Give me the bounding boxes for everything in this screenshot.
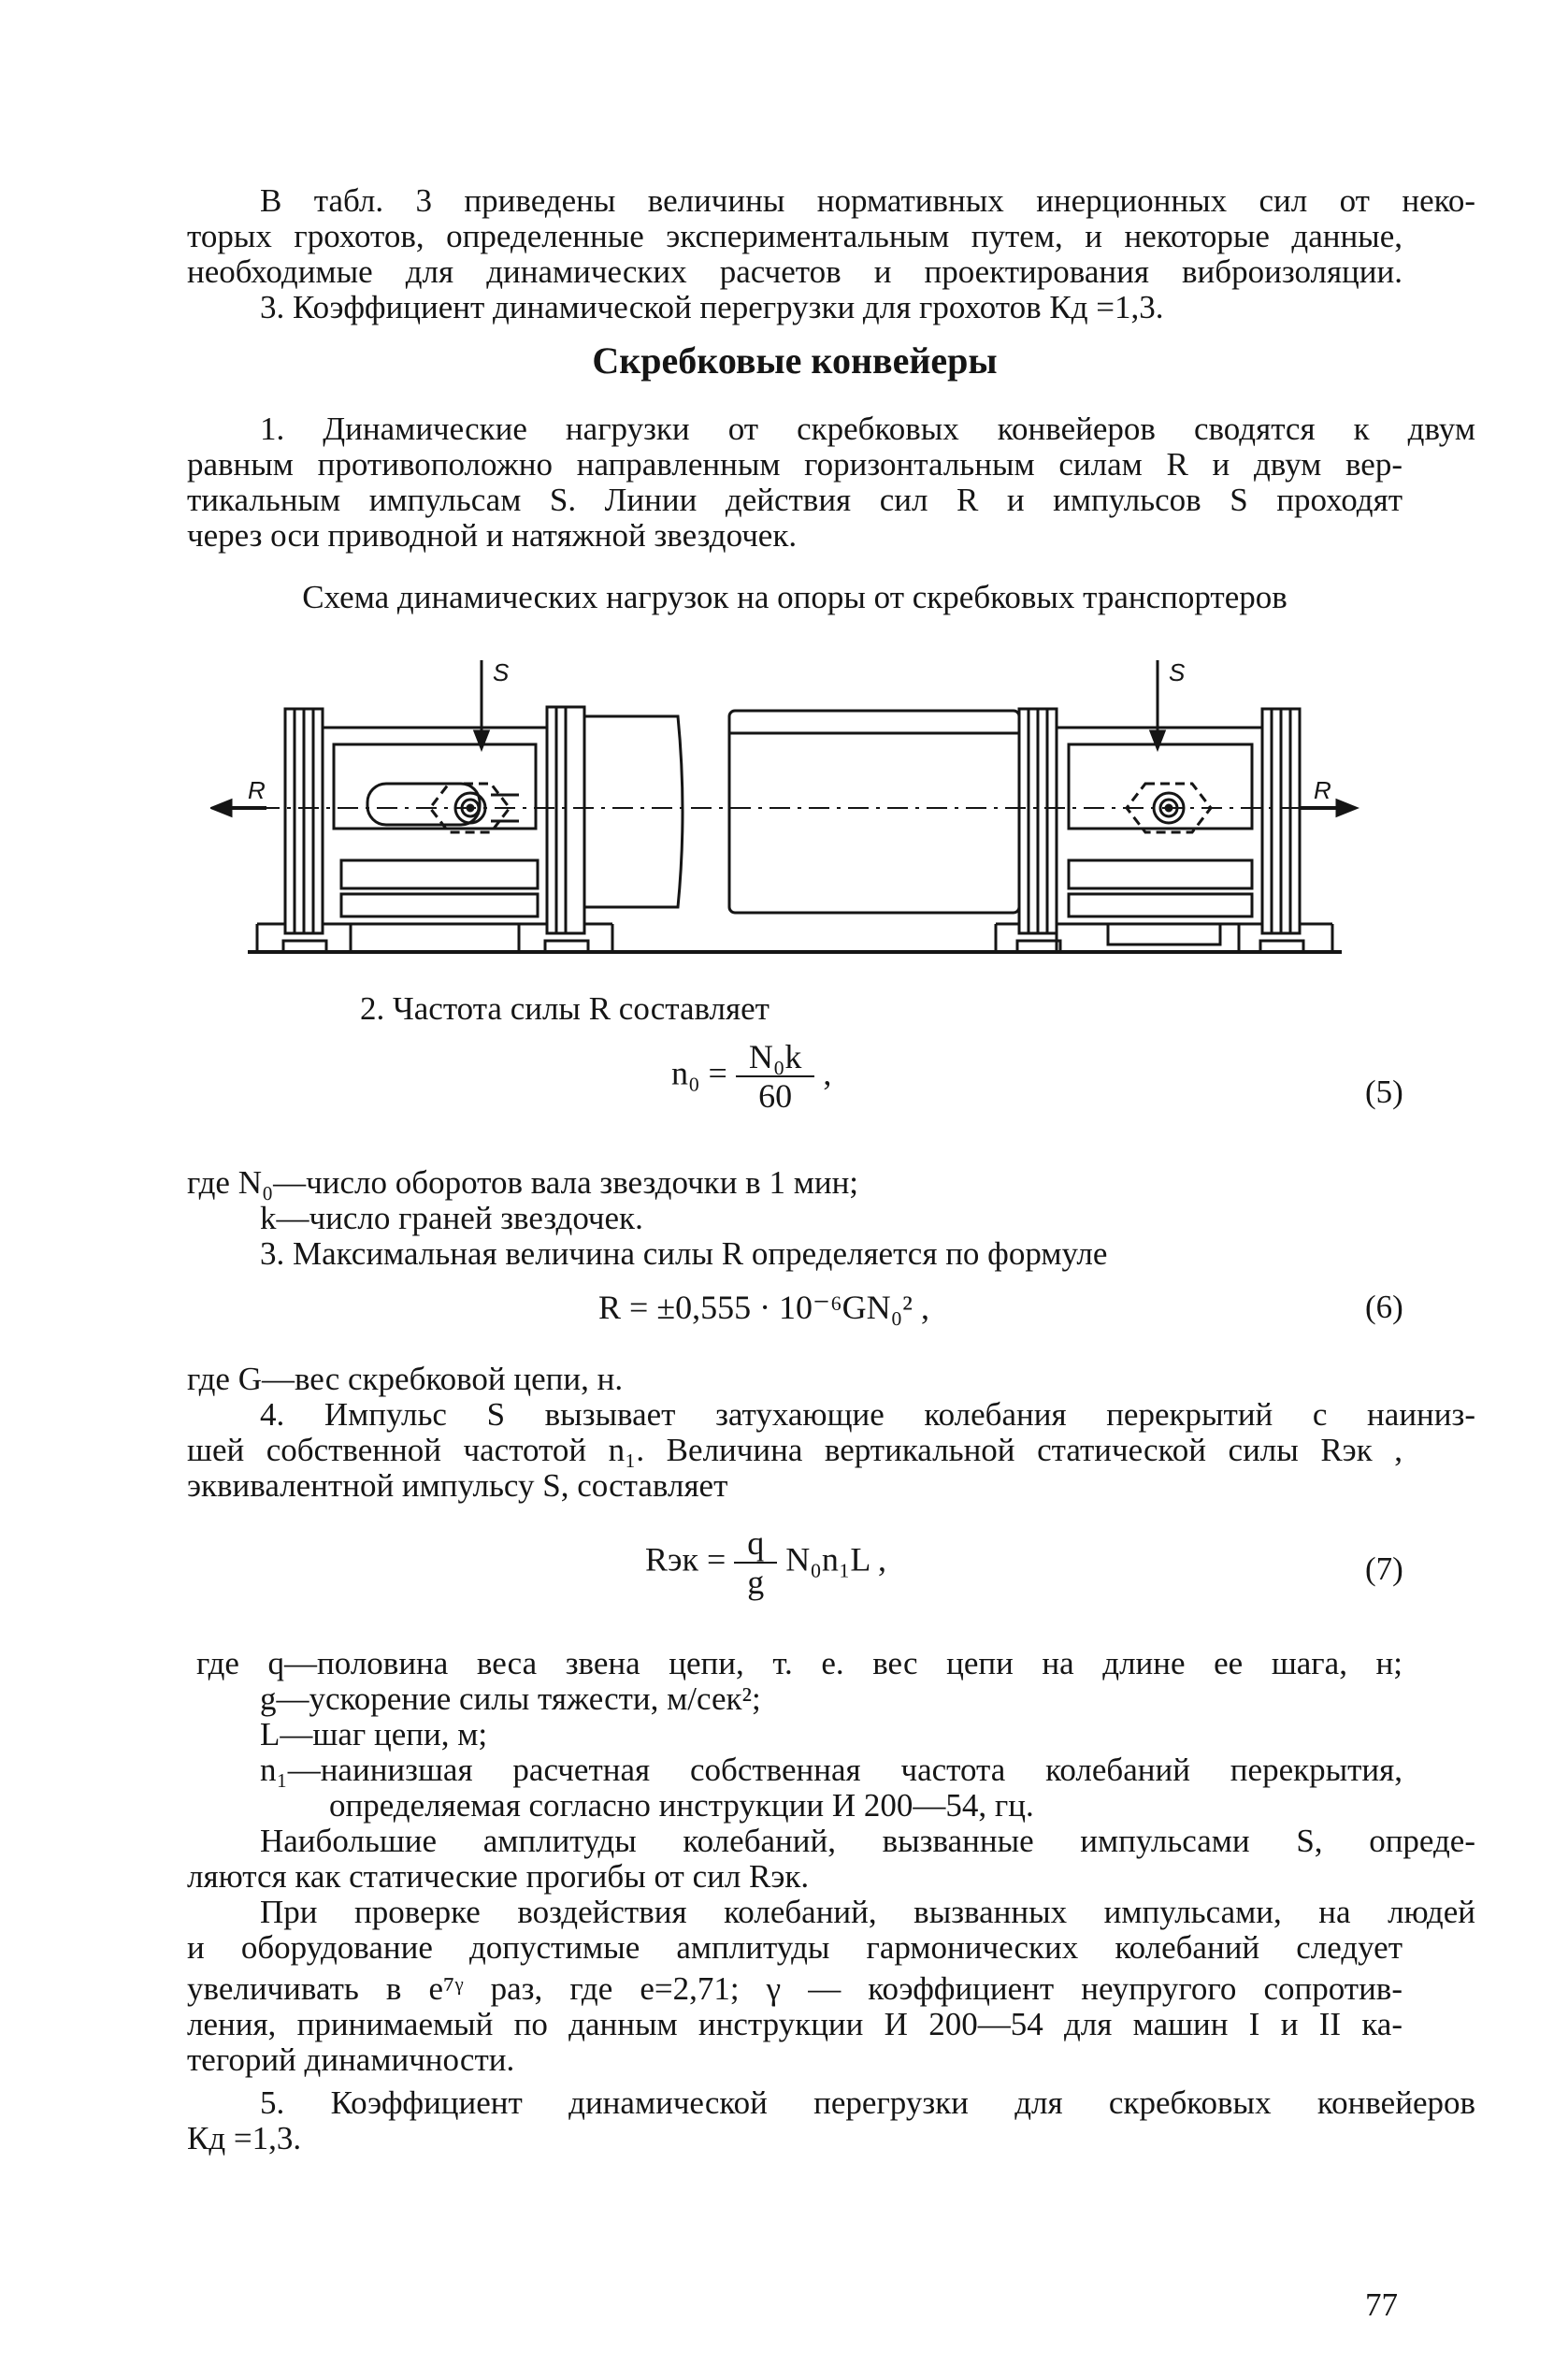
amplitude-line-2: ляются как статические прогибы от сил Rэк. <box>187 1858 810 1895</box>
eq5-fraction <box>736 1038 815 1115</box>
conveyor-load-diagram <box>210 643 1360 961</box>
check-line-2: и оборудование допустимые амплитуды гармонических колебаний следует <box>187 1929 1403 1966</box>
eq7-where-5: определяемая согласно инструкции И 200—54, гц. <box>329 1787 1034 1824</box>
eq7-number: (7) <box>1365 1550 1403 1587</box>
label-r-left: R <box>248 776 266 804</box>
eq6-number: (6) <box>1365 1289 1403 1325</box>
equation-7 <box>645 1524 886 1601</box>
item5-line-2: Кд =1,3. <box>187 2120 302 2156</box>
figure-caption: Схема динамических нагрузок на опоры от скребковых транспортеров <box>302 579 1287 615</box>
right-conveyor <box>996 709 1332 952</box>
eq6-where-1: где G—вес скребковой цепи, н. <box>187 1361 624 1397</box>
eq7-denominator: g <box>734 1562 777 1601</box>
force-r-right-head <box>1337 800 1356 815</box>
item4-line-3: эквивалентной импульсу S, составляет <box>187 1467 728 1504</box>
check-line-4: ления, принимаемый по данным инструкции И 200—54 для машин I и II ка- <box>187 2006 1403 2042</box>
eq5-where-1: где N₀—число оборотов вала звездочки в 1 мин; <box>187 1164 859 1201</box>
left-conveyor <box>257 707 612 952</box>
eq7-where-3: L—шаг цепи, м; <box>260 1716 488 1752</box>
item1-line-4: через оси приводной и натяжной звездочек. <box>187 517 798 554</box>
eq7-where-1: где q—половина веса звена цепи, т. е. вес цепи на длине ее шага, н; <box>196 1645 1403 1681</box>
item2-text: 2. Частота силы R составляет <box>360 990 770 1027</box>
item3-text: 3. Максимальная величина силы R определяется по формуле <box>260 1235 1108 1272</box>
eq7-numerator: q <box>747 1524 765 1562</box>
check-line-3: увеличивать в e⁷ᵞ раз, где e=2,71; γ — коэффициент неупругого сопротив- <box>187 1970 1403 2007</box>
eq5-tail: , <box>823 1054 832 1092</box>
force-r-left-head <box>212 800 231 815</box>
right-drum-outline <box>678 716 771 907</box>
item1-line-1: 1. Динамические нагрузки от скребковых конвейеров сводятся к двум <box>260 411 1475 447</box>
eq5-denominator: 60 <box>736 1075 815 1115</box>
eq5-lhs: n₀ = <box>671 1054 727 1092</box>
intro-line-2: торых грохотов, определенные экспериментальным путем, и некоторые данные, <box>187 218 1403 254</box>
eq7-fraction <box>734 1524 777 1601</box>
section-title: Скребковые конвейеры <box>592 339 998 382</box>
item1-line-2: равным противоположно направленным горизонтальным силам R и двум вер- <box>187 446 1403 483</box>
eq7-rest: N₀n₁L , <box>785 1540 887 1579</box>
intro-line-3: необходимые для динамических расчетов и проектирования виброизоляции. <box>187 253 1403 290</box>
item4-line-1: 4. Импульс S вызывает затухающие колебания перекрытий с наиниз- <box>260 1396 1475 1433</box>
amplitude-line-1: Наибольшие амплитуды колебаний, вызванные импульсами S, опреде- <box>260 1823 1475 1859</box>
check-line-1: При проверке воздействия колебаний, вызванных импульсами, на людей <box>260 1894 1475 1930</box>
eq7-where-2: g—ускорение силы тяжести, м/сек²; <box>260 1680 761 1717</box>
item4-line-2: шей собственной частотой n₁. Величина вертикальной статической силы Rэк , <box>187 1432 1403 1468</box>
label-r-right: R <box>1314 776 1331 804</box>
center-drum <box>729 711 1019 913</box>
label-s-left: S <box>493 658 510 686</box>
eq5-numerator: N₀k <box>748 1038 802 1075</box>
check-line-5: тегорий динамичности. <box>187 2041 515 2078</box>
item5-line-1: 5. Коэффициент динамической перегрузки для скребковых конвейеров <box>260 2084 1475 2121</box>
eq5-number: (5) <box>1365 1074 1403 1110</box>
intro-line-1: В табл. 3 приведены величины нормативных инерционных сил от неко- <box>260 182 1475 219</box>
eq5-where-2: k—число граней звездочек. <box>260 1200 643 1236</box>
label-s-right: S <box>1169 658 1186 686</box>
left-drum <box>584 716 683 907</box>
eq7-lhs: Rэк = <box>645 1540 726 1579</box>
eq7-where-4: n₁—наинизшая расчетная собственная частота колебаний перекрытия, <box>260 1752 1403 1788</box>
page-number: 77 <box>1365 2286 1398 2323</box>
equation-6: R = ±0,555 · 10⁻⁶GN₀² , <box>598 1289 929 1326</box>
intro-line-4: 3. Коэффициент динамической перегрузки для грохотов Кд =1,3. <box>260 289 1164 325</box>
item1-line-3: тикальным импульсам S. Линии действия сил R и импульсов S проходят <box>187 482 1403 518</box>
equation-5 <box>671 1038 831 1115</box>
